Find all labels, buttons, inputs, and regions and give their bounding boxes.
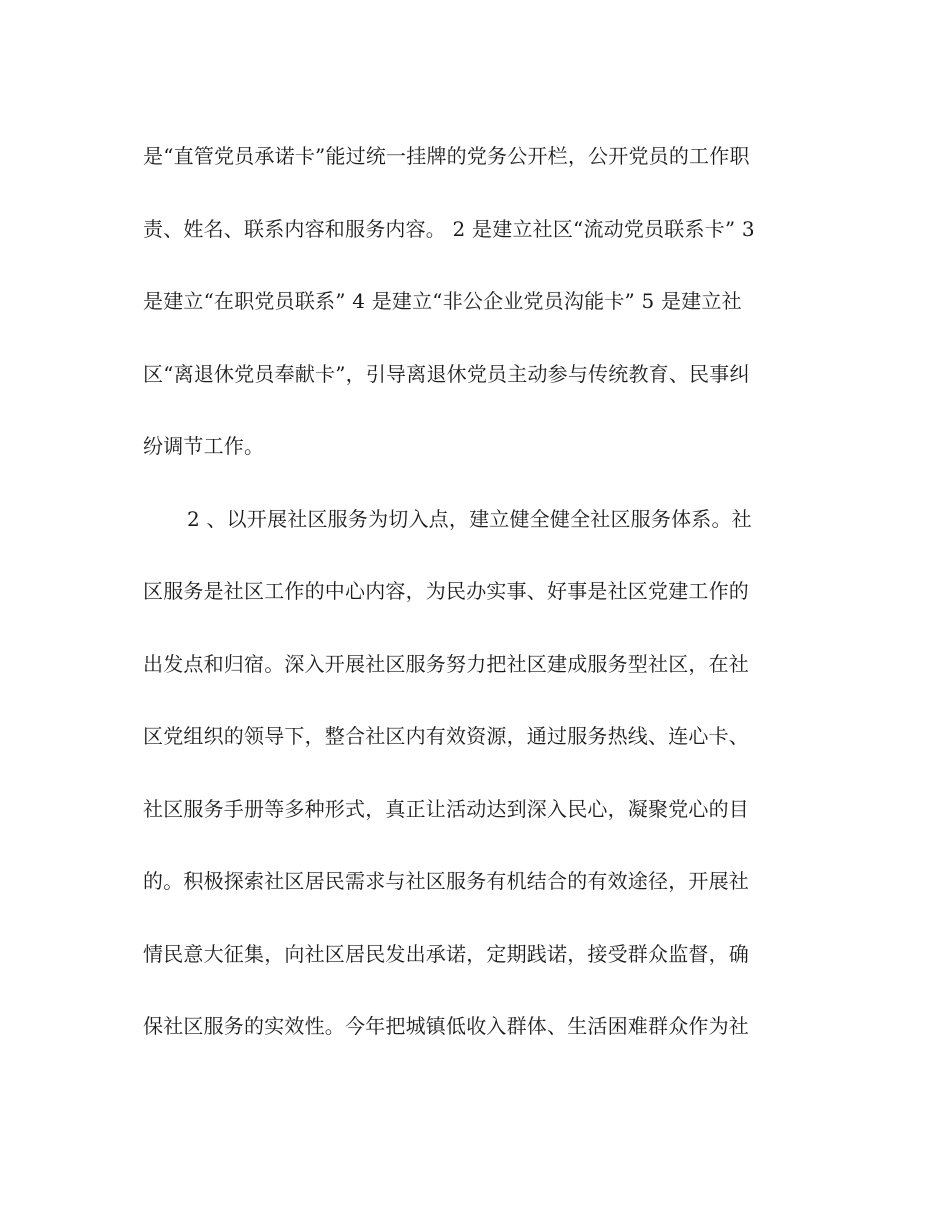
text-line-7: 区服务是社区工作的中心内容，为民办实事、好事是社区党建工作的 <box>143 579 749 603</box>
text-line-10: 社区服务手册等多种形式，真正让活动达到深入民心，凝聚党心的目 <box>143 796 749 821</box>
text-line-11: 的。积极探索社区居民需求与社区服务有机结合的有效途径，开展社 <box>143 869 749 893</box>
text-line-13: 保社区服务的实效性。今年把城镇低收入群体、生活困难群众作为社 <box>143 1014 749 1038</box>
text-line-12: 情民意大征集，向社区居民发出承诺，定期践诺，接受群众监督，确 <box>143 941 749 966</box>
text-line-8: 出发点和归宿。深入开展社区服务努力把社区建成服务型社区，在社 <box>143 651 749 676</box>
body-text <box>143 136 803 1079</box>
text-line-5: 纷调节工作。 <box>143 434 265 458</box>
text-line-3: 是建立“在职党员联系” 4 是建立“非公企业党员沟能卡” 5 是建立社 <box>143 289 742 313</box>
text-line-1: 是“直管党员承诺卡”能过统一挂牌的党务公开栏，公开党员的工作职 <box>143 144 750 168</box>
text-line-9: 区党组织的领导下，整合社区内有效资源，通过服务热线、连心卡、 <box>143 724 749 748</box>
text-line-4: 区“离退休党员奉献卡”，引导离退休党员主动参与传统教育、民事纠 <box>143 361 750 386</box>
text-line-2: 责、姓名、联系内容和服务内容。 2 是建立社区“流动党员联系卡” 3 <box>143 216 755 241</box>
paragraph-2-first-line: 2 、以开展社区服务为切入点，建立健全健全社区服务体系。社 <box>187 506 752 531</box>
